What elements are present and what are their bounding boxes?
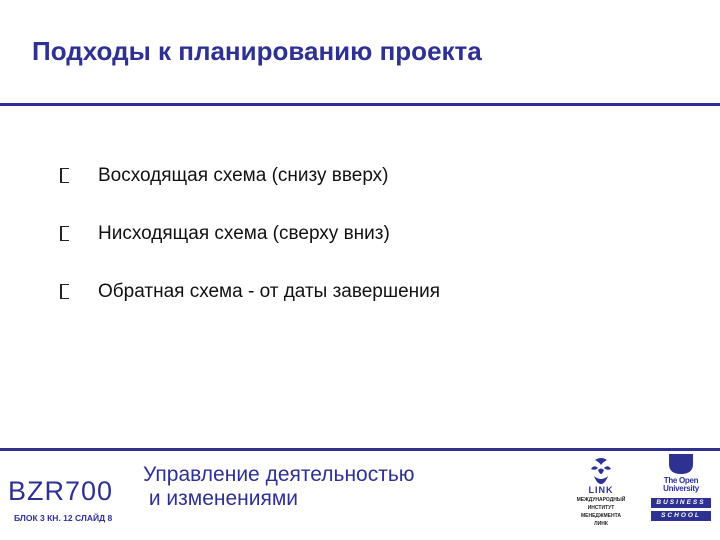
link-logo-subtitle bbox=[577, 496, 626, 528]
title-divider bbox=[0, 103, 720, 106]
ou-name-line: University bbox=[663, 484, 699, 493]
ou-band-school: SCHOOL bbox=[651, 511, 711, 521]
link-subtitle-line: МЕНЕДЖМЕНТА bbox=[580, 513, 621, 519]
slide-reference: БЛОК 3 КН. 12 СЛАЙД 8 bbox=[14, 513, 113, 523]
bullet-text: Восходящая схема (снизу вверх) bbox=[98, 165, 389, 186]
bullet-text: Обратная схема - от даты завершения bbox=[98, 281, 441, 302]
bullet-icon bbox=[60, 226, 69, 241]
open-university-shield-icon bbox=[669, 454, 693, 474]
list-item bbox=[60, 280, 680, 338]
slide-title: Подходы к планированию проекта bbox=[32, 36, 482, 66]
link-subtitle-line: ЛИНК bbox=[594, 521, 608, 527]
link-institute-logo bbox=[568, 456, 634, 532]
course-title bbox=[143, 463, 473, 511]
list-item bbox=[60, 164, 680, 222]
link-subtitle-line: МЕЖДУНАРОДНЫЙ bbox=[576, 497, 626, 503]
list-item bbox=[60, 222, 680, 280]
course-title-line: Управление деятельностью bbox=[143, 463, 415, 486]
bullet-icon bbox=[60, 168, 69, 183]
course-title-line: и изменениями bbox=[143, 487, 299, 510]
course-code: BZR700 bbox=[8, 476, 114, 506]
ou-name-line: The Open bbox=[663, 476, 699, 485]
link-subtitle-line: ИНСТИТУТ bbox=[587, 505, 615, 511]
bullet-icon bbox=[60, 284, 69, 299]
ou-logo-name bbox=[663, 477, 699, 493]
bullet-list bbox=[60, 164, 680, 338]
link-logo-name: LINK bbox=[588, 485, 614, 495]
bullet-text: Нисходящая схема (сверху вниз) bbox=[98, 223, 390, 244]
ou-band-business: BUSINESS bbox=[651, 498, 711, 508]
open-university-logo bbox=[651, 454, 711, 530]
footer-divider bbox=[0, 448, 720, 451]
link-emblem-icon bbox=[586, 456, 616, 486]
